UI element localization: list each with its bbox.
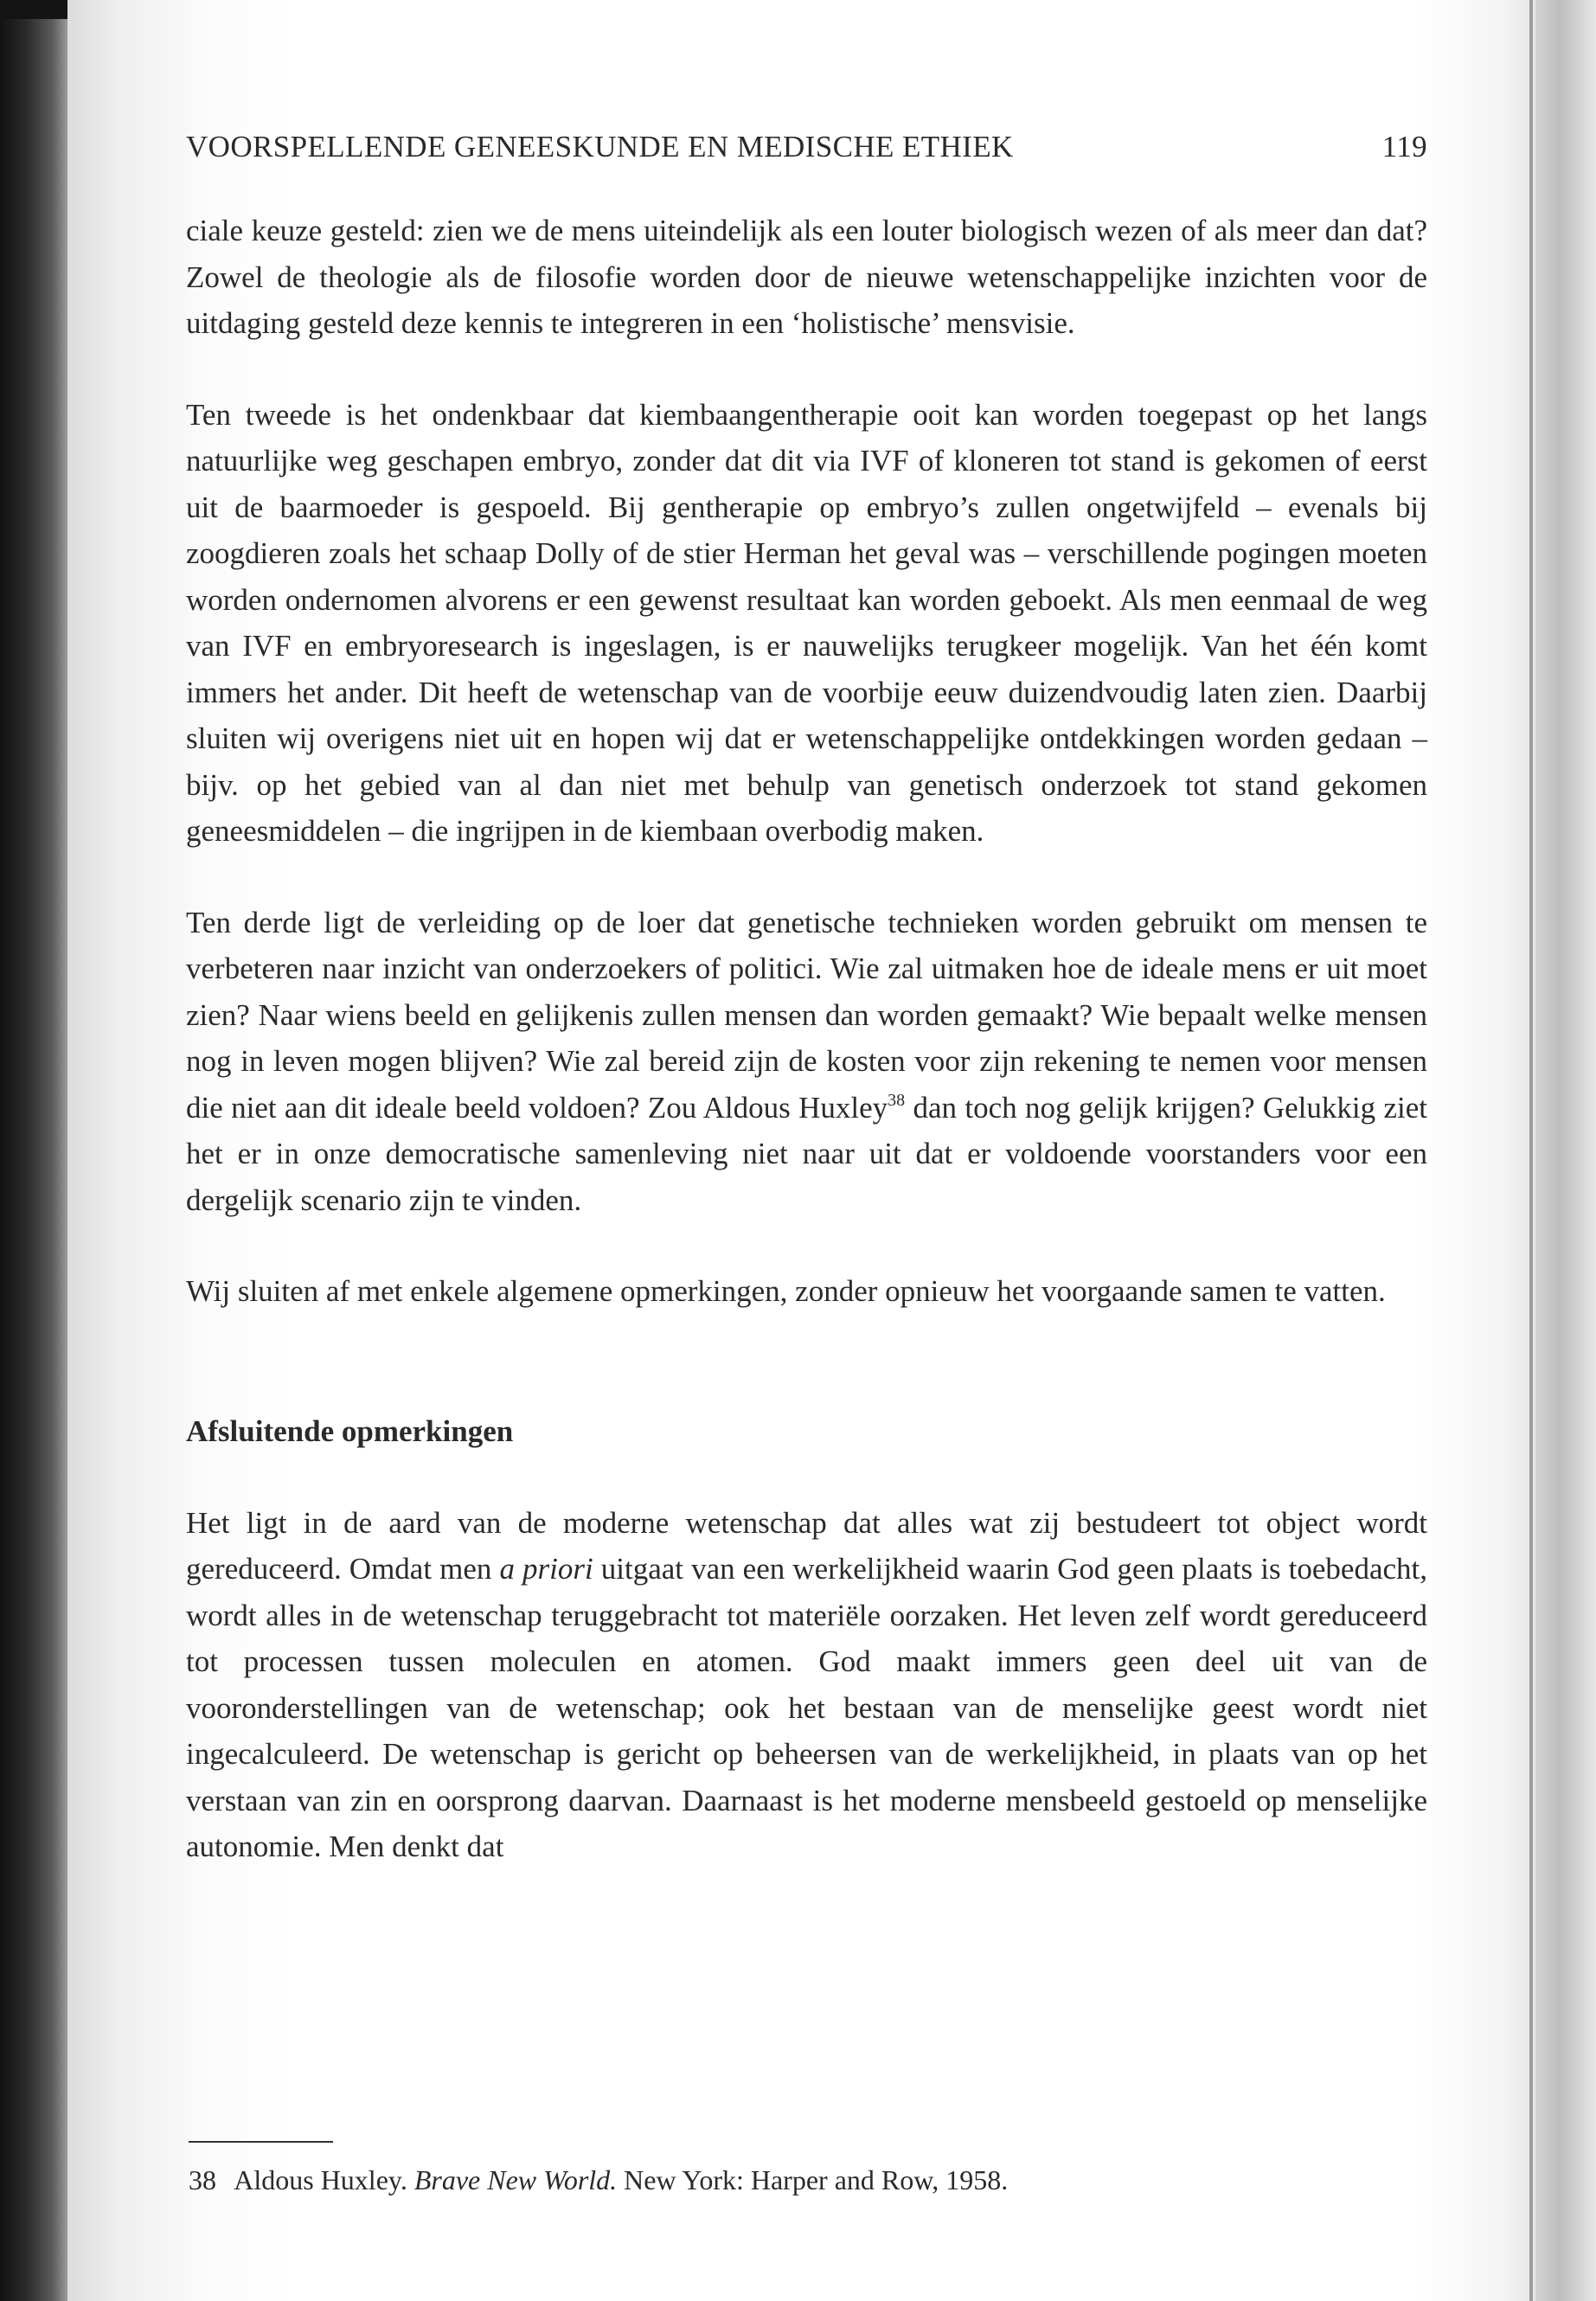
paragraph-3 xyxy=(186,900,1427,1224)
paragraph-1-text: ciale keuze gesteld: zien we de mens uiteindelijk als een louter biologisch wezen of als meer dan dat? Zowel de theologie als de filosofie worden door de nieuwe wetenschappelijke inzichten voor de uitdaging gesteld deze kennis te integreren in een ‘holistische’ mensvisie. xyxy=(186,214,1427,340)
paragraph-2 xyxy=(186,392,1427,855)
page-content xyxy=(186,125,1427,1915)
paragraph-4 xyxy=(186,1268,1427,1315)
running-header-title: VOORSPELLENDE GENEESKUNDE EN MEDISCHE ETHIEK xyxy=(186,130,1014,163)
footnote xyxy=(189,2160,1417,2200)
running-header xyxy=(186,125,1427,169)
footnote-number: 38 xyxy=(189,2164,216,2195)
section-paragraph-text-start: Het ligt in de aard van de moderne wetenschap dat alles wat zij bestudeert tot object wordt gereduceerd. Omdat men xyxy=(186,1505,1427,1586)
section-heading: Afsluitende opmerkingen xyxy=(186,1413,514,1448)
scan-left-margin xyxy=(0,0,67,2301)
paragraph-2-text: Ten tweede is het ondenkbaar dat kiembaangentherapie ooit kan worden toegepast op het langs natuurlijke weg geschapen embryo, zonder dat dit via IVF of kloneren tot stand is gekomen of eerst uit de baarmoeder is gespoeld. Bij gentherapie op embryo’s zullen ongetwijfeld – evenals bij zoogdieren zoals het schaap Dolly of de stier Herman het geval was – verschillende pogingen moeten worden ondernomen alvorens er een gewenst resultaat kan worden geboekt. Als men eenmaal de weg van IVF en embryoresearch is ingeslagen, is er nauwelijks terugkeer mogelijk. Van het één komt immers het ander. Dit heeft de wetenschap van de voorbije eeuw duizendvoudig laten zien. Daarbij sluiten wij overigens niet uit en hopen wij dat er wetenschappelijke ontdekkingen worden gedaan – bijv. op het gebied van al dan niet met behulp van genetisch onderzoek tot stand gekomen geneesmiddelen – die ingrijpen in de kiembaan overbodig maken. xyxy=(186,397,1427,848)
footnote-title: Brave New World. xyxy=(413,2164,618,2195)
page-number: 119 xyxy=(1381,130,1427,163)
section-paragraph xyxy=(186,1500,1427,1870)
paragraph-3-text-end: dan toch nog gelijk krijgen? Gelukkig ziet het er in onze democratische samenleving niet naar uit dat er voldoende voorstanders voor een dergelijk scenario zijn te vinden. xyxy=(186,1090,1427,1217)
paragraph-3-text-start: Ten derde ligt de verleiding op de loer dat genetische technieken worden gebruikt om mensen te verbeteren naar inzicht van onderzoekers of politici. Wie zal uitmaken hoe de ideale mens er uit moet zien? Naar wiens beeld en gelijkenis zullen mensen dan worden gemaakt? Wie bepaalt welke mensen nog in leven mogen blijven? Wie zal bereid zijn de kosten voor zijn rekening te nemen voor mensen die niet aan dit ideale beeld voldoen? Zou Aldous Huxley xyxy=(186,905,1427,1125)
footnote-author: Aldous Huxley. xyxy=(234,2164,407,2195)
footnote-publication: New York: Harper and Row, 1958. xyxy=(624,2164,1009,2195)
paragraph-4-text: Wij sluiten af met enkele algemene opmerkingen, zonder opnieuw het voorgaande samen te vatten. xyxy=(186,1274,1386,1308)
scan-right-edge xyxy=(1535,0,1596,2301)
footnote-reference: 38 xyxy=(888,1090,906,1110)
footnote-divider xyxy=(189,2141,333,2143)
page-gutter-line xyxy=(1529,0,1533,2301)
paragraph-1 xyxy=(186,208,1427,347)
italic-term: a priori xyxy=(499,1552,593,1586)
section-paragraph-text-end: uitgaat van een werkelijkheid waarin God geen plaats is toebedacht, wordt alles in de wetenschap teruggebracht tot materiële oorzaken. Het leven zelf wordt gereduceerd tot processen tussen moleculen en atomen. God maakt immers geen deel uit van de vooronderstellingen van de wetenschap; ook het bestaan van de menselijke geest wordt niet ingecalculeerd. De wetenschap is gericht op beheersen van de werkelijkheid, in plaats van op het verstaan van zin en oorsprong daarvan. Daarnaast is het moderne mensbeeld gestoeld op menselijke autonomie. Men denkt dat xyxy=(186,1552,1427,1863)
